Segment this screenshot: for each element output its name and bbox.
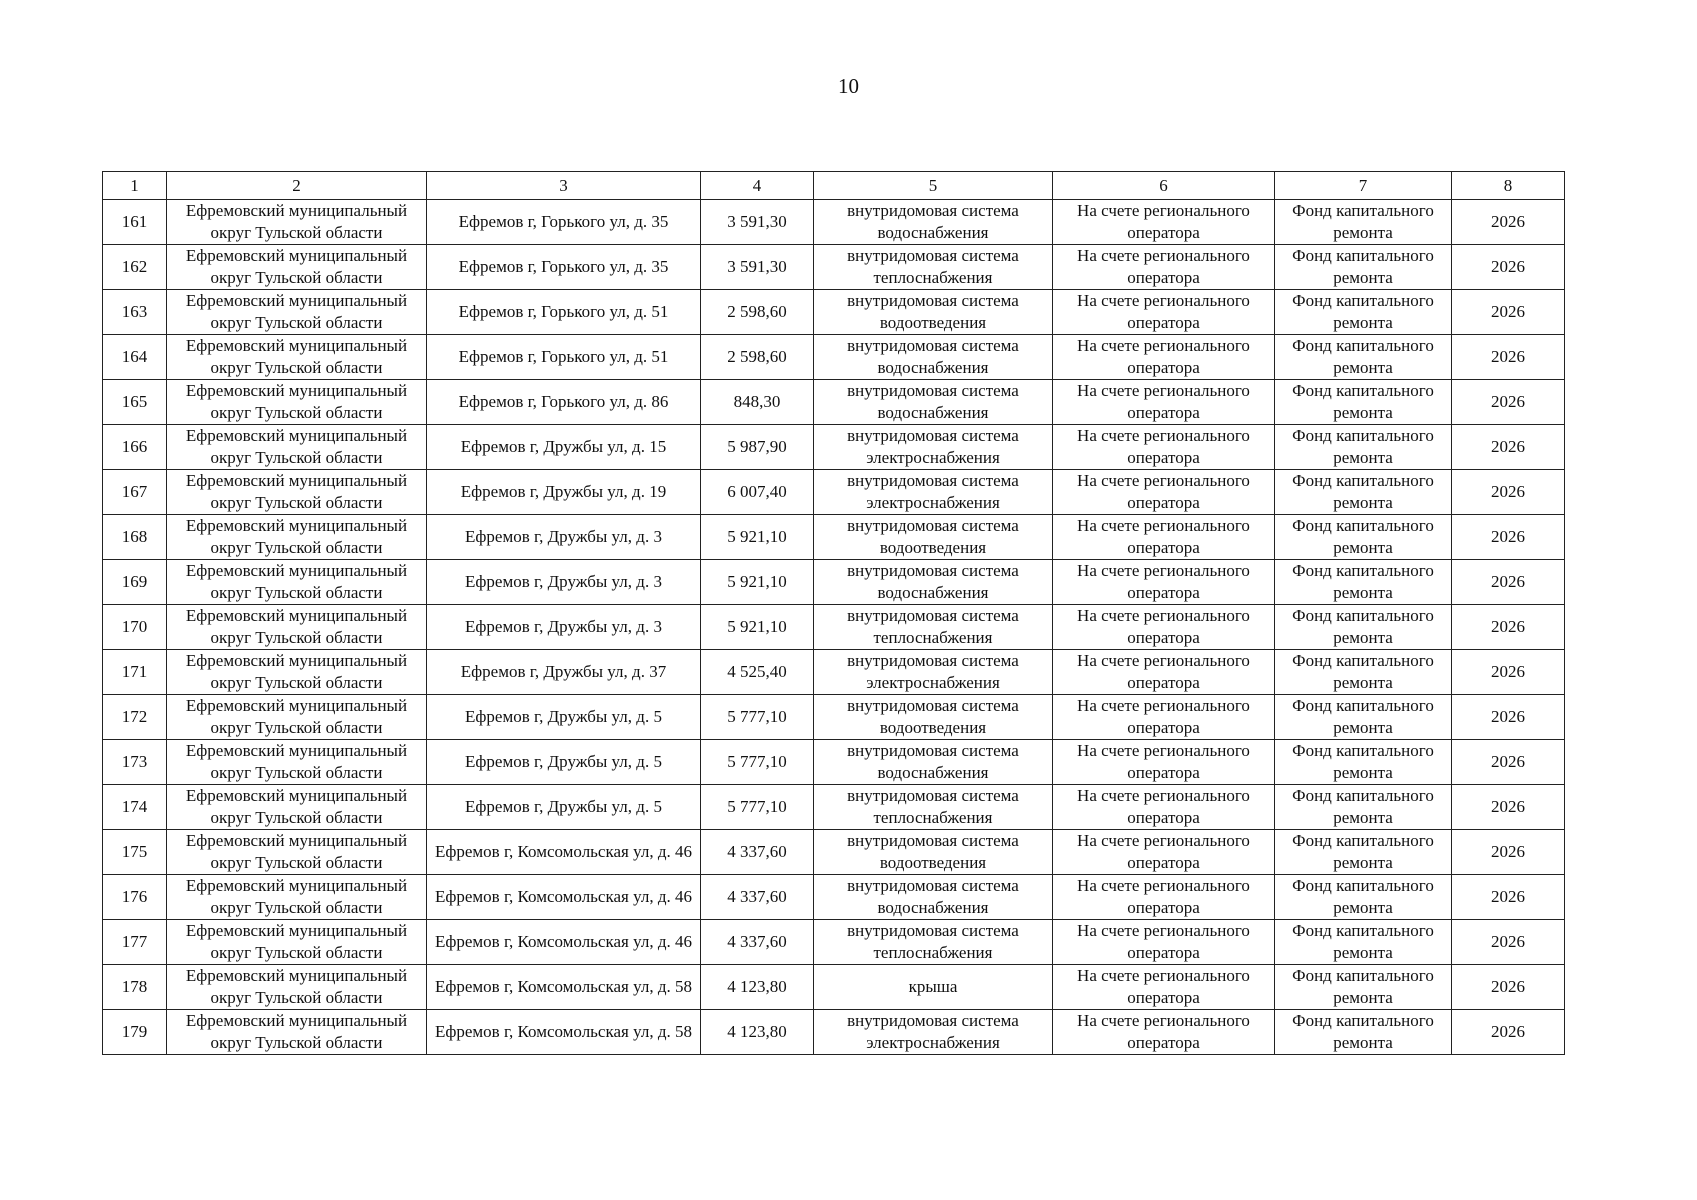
- year-cell: 2026: [1452, 245, 1565, 290]
- area-cell: 5 777,10: [701, 785, 814, 830]
- fund-source-cell: Фонд капитального ремонта: [1275, 1010, 1452, 1055]
- work-type-cell: внутридомовая система электроснабжения: [814, 425, 1053, 470]
- municipality-cell: Ефремовский муниципальный округ Тульской области: [167, 830, 427, 875]
- fund-source-cell: Фонд капитального ремонта: [1275, 470, 1452, 515]
- row-number-cell: 172: [103, 695, 167, 740]
- municipality-cell: Ефремовский муниципальный округ Тульской области: [167, 515, 427, 560]
- funding-account-cell: На счете регионального оператора: [1053, 875, 1275, 920]
- page-number: 10: [838, 74, 859, 98]
- funding-account-cell: На счете регионального оператора: [1053, 560, 1275, 605]
- funding-account-cell: На счете регионального оператора: [1053, 605, 1275, 650]
- column-number-row: [103, 172, 1565, 200]
- address-cell: Ефремов г, Комсомольская ул, д. 58: [427, 1010, 701, 1055]
- work-type-cell: внутридомовая система водоотведения: [814, 290, 1053, 335]
- column-header: 1: [103, 172, 167, 200]
- table-row: [103, 785, 1565, 830]
- work-type-cell: внутридомовая система водоснабжения: [814, 875, 1053, 920]
- row-number-cell: 179: [103, 1010, 167, 1055]
- table-row: [103, 290, 1565, 335]
- municipality-cell: Ефремовский муниципальный округ Тульской области: [167, 470, 427, 515]
- fund-source-cell: Фонд капитального ремонта: [1275, 965, 1452, 1010]
- fund-source-cell: Фонд капитального ремонта: [1275, 785, 1452, 830]
- column-header: 6: [1053, 172, 1275, 200]
- year-cell: 2026: [1452, 380, 1565, 425]
- year-cell: 2026: [1452, 920, 1565, 965]
- year-cell: 2026: [1452, 965, 1565, 1010]
- work-type-cell: внутридомовая система электроснабжения: [814, 650, 1053, 695]
- row-number-cell: 173: [103, 740, 167, 785]
- table-row: [103, 920, 1565, 965]
- work-type-cell: крыша: [814, 965, 1053, 1010]
- table-row: [103, 245, 1565, 290]
- work-type-cell: внутридомовая система водоснабжения: [814, 740, 1053, 785]
- work-type-cell: внутридомовая система теплоснабжения: [814, 605, 1053, 650]
- year-cell: 2026: [1452, 785, 1565, 830]
- municipality-cell: Ефремовский муниципальный округ Тульской области: [167, 965, 427, 1010]
- fund-source-cell: Фонд капитального ремонта: [1275, 605, 1452, 650]
- work-type-cell: внутридомовая система водоснабжения: [814, 380, 1053, 425]
- column-header: 3: [427, 172, 701, 200]
- address-cell: Ефремов г, Горького ул, д. 51: [427, 290, 701, 335]
- table-row: [103, 425, 1565, 470]
- table-row: [103, 560, 1565, 605]
- funding-account-cell: На счете регионального оператора: [1053, 245, 1275, 290]
- work-type-cell: внутридомовая система водоотведения: [814, 695, 1053, 740]
- municipality-cell: Ефремовский муниципальный округ Тульской области: [167, 605, 427, 650]
- municipality-cell: Ефремовский муниципальный округ Тульской области: [167, 740, 427, 785]
- area-cell: 5 921,10: [701, 605, 814, 650]
- work-type-cell: внутридомовая система водоотведения: [814, 830, 1053, 875]
- table-row: [103, 605, 1565, 650]
- funding-account-cell: На счете регионального оператора: [1053, 920, 1275, 965]
- row-number-cell: 168: [103, 515, 167, 560]
- fund-source-cell: Фонд капитального ремонта: [1275, 425, 1452, 470]
- municipality-cell: Ефремовский муниципальный округ Тульской области: [167, 1010, 427, 1055]
- area-cell: 4 123,80: [701, 965, 814, 1010]
- municipality-cell: Ефремовский муниципальный округ Тульской области: [167, 425, 427, 470]
- year-cell: 2026: [1452, 740, 1565, 785]
- area-cell: 4 337,60: [701, 830, 814, 875]
- row-number-cell: 178: [103, 965, 167, 1010]
- row-number-cell: 175: [103, 830, 167, 875]
- address-cell: Ефремов г, Дружбы ул, д. 5: [427, 785, 701, 830]
- municipality-cell: Ефремовский муниципальный округ Тульской области: [167, 290, 427, 335]
- year-cell: 2026: [1452, 200, 1565, 245]
- funding-account-cell: На счете регионального оператора: [1053, 425, 1275, 470]
- year-cell: 2026: [1452, 470, 1565, 515]
- funding-account-cell: На счете регионального оператора: [1053, 650, 1275, 695]
- table-row: [103, 740, 1565, 785]
- year-cell: 2026: [1452, 605, 1565, 650]
- row-number-cell: 161: [103, 200, 167, 245]
- table-row: [103, 965, 1565, 1010]
- area-cell: 3 591,30: [701, 245, 814, 290]
- municipality-cell: Ефремовский муниципальный округ Тульской области: [167, 560, 427, 605]
- area-cell: 848,30: [701, 380, 814, 425]
- area-cell: 2 598,60: [701, 290, 814, 335]
- fund-source-cell: Фонд капитального ремонта: [1275, 335, 1452, 380]
- work-type-cell: внутридомовая система теплоснабжения: [814, 920, 1053, 965]
- fund-source-cell: Фонд капитального ремонта: [1275, 380, 1452, 425]
- area-cell: 4 525,40: [701, 650, 814, 695]
- column-header: 8: [1452, 172, 1565, 200]
- municipality-cell: Ефремовский муниципальный округ Тульской области: [167, 695, 427, 740]
- address-cell: Ефремов г, Дружбы ул, д. 5: [427, 740, 701, 785]
- funding-account-cell: На счете регионального оператора: [1053, 470, 1275, 515]
- area-cell: 4 123,80: [701, 1010, 814, 1055]
- funding-account-cell: На счете регионального оператора: [1053, 740, 1275, 785]
- year-cell: 2026: [1452, 560, 1565, 605]
- row-number-cell: 167: [103, 470, 167, 515]
- area-cell: 5 987,90: [701, 425, 814, 470]
- fund-source-cell: Фонд капитального ремонта: [1275, 695, 1452, 740]
- row-number-cell: 166: [103, 425, 167, 470]
- year-cell: 2026: [1452, 425, 1565, 470]
- funding-account-cell: На счете регионального оператора: [1053, 695, 1275, 740]
- funding-account-cell: На счете регионального оператора: [1053, 965, 1275, 1010]
- table-row: [103, 650, 1565, 695]
- table-row: [103, 200, 1565, 245]
- address-cell: Ефремов г, Горького ул, д. 35: [427, 200, 701, 245]
- municipality-cell: Ефремовский муниципальный округ Тульской области: [167, 875, 427, 920]
- column-header: 4: [701, 172, 814, 200]
- municipality-cell: Ефремовский муниципальный округ Тульской области: [167, 920, 427, 965]
- year-cell: 2026: [1452, 695, 1565, 740]
- address-cell: Ефремов г, Комсомольская ул, д. 46: [427, 875, 701, 920]
- fund-source-cell: Фонд капитального ремонта: [1275, 830, 1452, 875]
- table-row: [103, 470, 1565, 515]
- row-number-cell: 176: [103, 875, 167, 920]
- area-cell: 5 777,10: [701, 740, 814, 785]
- table-row: [103, 515, 1565, 560]
- table-row: [103, 1010, 1565, 1055]
- municipality-cell: Ефремовский муниципальный округ Тульской области: [167, 200, 427, 245]
- work-type-cell: внутридомовая система водоснабжения: [814, 200, 1053, 245]
- municipality-cell: Ефремовский муниципальный округ Тульской области: [167, 245, 427, 290]
- capital-repair-table: [102, 171, 1565, 1055]
- area-cell: 6 007,40: [701, 470, 814, 515]
- address-cell: Ефремов г, Дружбы ул, д. 5: [427, 695, 701, 740]
- funding-account-cell: На счете регионального оператора: [1053, 335, 1275, 380]
- work-type-cell: внутридомовая система теплоснабжения: [814, 785, 1053, 830]
- column-header: 5: [814, 172, 1053, 200]
- funding-account-cell: На счете регионального оператора: [1053, 830, 1275, 875]
- table-row: [103, 875, 1565, 920]
- area-cell: 5 921,10: [701, 515, 814, 560]
- fund-source-cell: Фонд капитального ремонта: [1275, 650, 1452, 695]
- year-cell: 2026: [1452, 875, 1565, 920]
- work-type-cell: внутридомовая система теплоснабжения: [814, 245, 1053, 290]
- funding-account-cell: На счете регионального оператора: [1053, 1010, 1275, 1055]
- address-cell: Ефремов г, Комсомольская ул, д. 46: [427, 830, 701, 875]
- work-type-cell: внутридомовая система водоснабжения: [814, 335, 1053, 380]
- row-number-cell: 169: [103, 560, 167, 605]
- work-type-cell: внутридомовая система электроснабжения: [814, 1010, 1053, 1055]
- address-cell: Ефремов г, Дружбы ул, д. 3: [427, 605, 701, 650]
- fund-source-cell: Фонд капитального ремонта: [1275, 245, 1452, 290]
- fund-source-cell: Фонд капитального ремонта: [1275, 740, 1452, 785]
- fund-source-cell: Фонд капитального ремонта: [1275, 875, 1452, 920]
- year-cell: 2026: [1452, 290, 1565, 335]
- address-cell: Ефремов г, Дружбы ул, д. 19: [427, 470, 701, 515]
- year-cell: 2026: [1452, 515, 1565, 560]
- table-row: [103, 335, 1565, 380]
- area-cell: 3 591,30: [701, 200, 814, 245]
- work-type-cell: внутридомовая система электроснабжения: [814, 470, 1053, 515]
- column-header: 2: [167, 172, 427, 200]
- fund-source-cell: Фонд капитального ремонта: [1275, 515, 1452, 560]
- row-number-cell: 165: [103, 380, 167, 425]
- area-cell: 5 777,10: [701, 695, 814, 740]
- column-header: 7: [1275, 172, 1452, 200]
- funding-account-cell: На счете регионального оператора: [1053, 515, 1275, 560]
- area-cell: 4 337,60: [701, 920, 814, 965]
- municipality-cell: Ефремовский муниципальный округ Тульской области: [167, 650, 427, 695]
- row-number-cell: 164: [103, 335, 167, 380]
- row-number-cell: 174: [103, 785, 167, 830]
- fund-source-cell: Фонд капитального ремонта: [1275, 290, 1452, 335]
- row-number-cell: 162: [103, 245, 167, 290]
- address-cell: Ефремов г, Горького ул, д. 35: [427, 245, 701, 290]
- row-number-cell: 171: [103, 650, 167, 695]
- fund-source-cell: Фонд капитального ремонта: [1275, 920, 1452, 965]
- funding-account-cell: На счете регионального оператора: [1053, 380, 1275, 425]
- municipality-cell: Ефремовский муниципальный округ Тульской области: [167, 380, 427, 425]
- municipality-cell: Ефремовский муниципальный округ Тульской области: [167, 785, 427, 830]
- work-type-cell: внутридомовая система водоотведения: [814, 515, 1053, 560]
- address-cell: Ефремов г, Дружбы ул, д. 3: [427, 560, 701, 605]
- address-cell: Ефремов г, Дружбы ул, д. 3: [427, 515, 701, 560]
- fund-source-cell: Фонд капитального ремонта: [1275, 200, 1452, 245]
- year-cell: 2026: [1452, 335, 1565, 380]
- year-cell: 2026: [1452, 650, 1565, 695]
- area-cell: 5 921,10: [701, 560, 814, 605]
- year-cell: 2026: [1452, 830, 1565, 875]
- row-number-cell: 170: [103, 605, 167, 650]
- row-number-cell: 163: [103, 290, 167, 335]
- funding-account-cell: На счете регионального оператора: [1053, 785, 1275, 830]
- table-row: [103, 380, 1565, 425]
- address-cell: Ефремов г, Дружбы ул, д. 37: [427, 650, 701, 695]
- area-cell: 2 598,60: [701, 335, 814, 380]
- address-cell: Ефремов г, Дружбы ул, д. 15: [427, 425, 701, 470]
- work-type-cell: внутридомовая система водоснабжения: [814, 560, 1053, 605]
- table-body: [103, 172, 1565, 1055]
- fund-source-cell: Фонд капитального ремонта: [1275, 560, 1452, 605]
- funding-account-cell: На счете регионального оператора: [1053, 290, 1275, 335]
- address-cell: Ефремов г, Комсомольская ул, д. 46: [427, 920, 701, 965]
- address-cell: Ефремов г, Горького ул, д. 86: [427, 380, 701, 425]
- funding-account-cell: На счете регионального оператора: [1053, 200, 1275, 245]
- address-cell: Ефремов г, Горького ул, д. 51: [427, 335, 701, 380]
- table-row: [103, 830, 1565, 875]
- year-cell: 2026: [1452, 1010, 1565, 1055]
- table-row: [103, 695, 1565, 740]
- area-cell: 4 337,60: [701, 875, 814, 920]
- row-number-cell: 177: [103, 920, 167, 965]
- address-cell: Ефремов г, Комсомольская ул, д. 58: [427, 965, 701, 1010]
- municipality-cell: Ефремовский муниципальный округ Тульской области: [167, 335, 427, 380]
